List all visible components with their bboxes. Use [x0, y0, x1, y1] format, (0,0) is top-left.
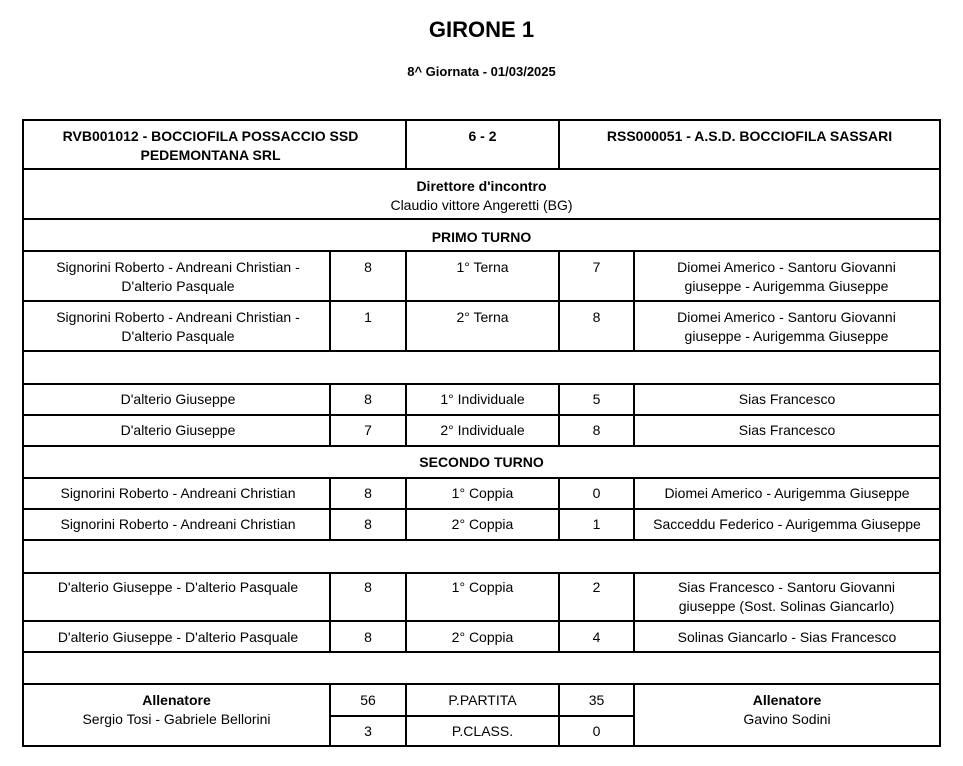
page-title: GIRONE 1	[428, 17, 535, 42]
divider	[24, 218, 939, 220]
home-players: D'alterio Giuseppe - D'alterio Pasquale	[57, 629, 299, 645]
game-label: 2° Individuale	[440, 422, 525, 438]
away-score: 2	[592, 579, 601, 595]
away-players: Solinas Giancarlo - Sias Francesco	[677, 629, 897, 645]
away-players: Sias Francesco	[738, 391, 836, 407]
home-score: 8	[364, 485, 372, 501]
away-players: Diomei Americo - Santoru Giovanni giuseppe - Aurigemma Giuseppe	[677, 309, 896, 344]
game-label: 1° Coppia	[451, 485, 514, 501]
points-match-away: 35	[588, 692, 605, 708]
divider	[24, 350, 939, 352]
referee-label: Direttore d'incontro	[416, 178, 547, 194]
divider	[24, 683, 939, 685]
home-team-name: RVB001012 - BOCCIOFILA POSSACCIO SSD PEDEMONTANA SRL	[62, 128, 359, 163]
divider	[24, 620, 939, 622]
points-match-home: 56	[360, 692, 376, 708]
divider	[24, 508, 939, 510]
home-players: Signorini Roberto - Andreani Christian	[60, 485, 296, 501]
divider	[24, 414, 939, 416]
divider	[633, 250, 635, 350]
divider	[24, 445, 939, 447]
game-label: 2° Coppia	[451, 516, 514, 532]
divider	[24, 300, 939, 302]
home-score: 8	[364, 516, 372, 532]
game-label: 2° Terna	[456, 309, 509, 325]
game-label: 1° Individuale	[440, 391, 525, 407]
home-coach-label: Allenatore	[142, 692, 211, 708]
game-label: 1° Terna	[456, 259, 509, 275]
match-report-table	[22, 119, 941, 747]
away-score: 0	[592, 485, 601, 501]
away-score: 5	[592, 391, 601, 407]
divider	[24, 250, 939, 252]
divider	[329, 715, 635, 717]
referee-name: Claudio vittore Angeretti (BG)	[390, 197, 573, 213]
away-players: Sacceddu Federico - Aurigemma Giuseppe	[653, 516, 921, 532]
first-round-label: PRIMO TURNO	[431, 229, 532, 245]
away-score: 8	[592, 422, 601, 438]
home-score: 8	[364, 391, 372, 407]
home-players: D'alterio Giuseppe - D'alterio Pasquale	[57, 579, 299, 595]
away-coach-name: Gavino Sodini	[743, 711, 831, 727]
away-score: 7	[592, 259, 601, 275]
home-score: 8	[364, 259, 372, 275]
divider	[24, 539, 939, 541]
page-subtitle: 8^ Giornata - 01/03/2025	[407, 64, 556, 79]
second-round-label: SECONDO TURNO	[419, 454, 544, 470]
home-score: 7	[364, 422, 372, 438]
home-players: D'alterio Giuseppe	[120, 391, 236, 407]
home-coach-name: Sergio Tosi - Gabriele Bellorini	[82, 711, 271, 727]
away-players: Diomei Americo - Aurigemma Giuseppe	[664, 485, 910, 501]
divider	[24, 168, 939, 170]
divider	[24, 477, 939, 479]
away-coach-label: Allenatore	[752, 692, 822, 708]
home-players: D'alterio Giuseppe	[120, 422, 236, 438]
game-label: 2° Coppia	[451, 629, 514, 645]
divider	[24, 651, 939, 653]
home-score: 1	[364, 309, 372, 325]
away-players: Sias Francesco - Santoru Giovanni giuseppe (Sost. Solinas Giancarlo)	[677, 579, 896, 614]
home-players: Signorini Roberto - Andreani Christian - D'alterio Pasquale	[56, 309, 300, 344]
away-score: 4	[592, 629, 601, 645]
divider	[24, 383, 939, 385]
game-label: 1° Coppia	[451, 579, 514, 595]
points-class-label: P.CLASS.	[451, 723, 514, 739]
divider	[24, 572, 939, 574]
points-class-home: 3	[364, 723, 372, 739]
away-score: 1	[592, 516, 601, 532]
away-score: 8	[592, 309, 601, 325]
home-players: Signorini Roberto - Andreani Christian - D'alterio Pasquale	[56, 259, 300, 294]
away-players: Sias Francesco	[738, 422, 836, 438]
home-score: 8	[364, 579, 372, 595]
points-class-away: 0	[592, 723, 601, 739]
away-players: Diomei Americo - Santoru Giovanni giuseppe - Aurigemma Giuseppe	[677, 259, 896, 294]
home-players: Signorini Roberto - Andreani Christian	[60, 516, 296, 532]
away-team-name: RSS000051 - A.S.D. BOCCIOFILA SASSARI	[606, 128, 893, 144]
match-score: 6 - 2	[468, 128, 497, 144]
home-score: 8	[364, 629, 372, 645]
points-match-label: P.PARTITA	[448, 692, 517, 708]
